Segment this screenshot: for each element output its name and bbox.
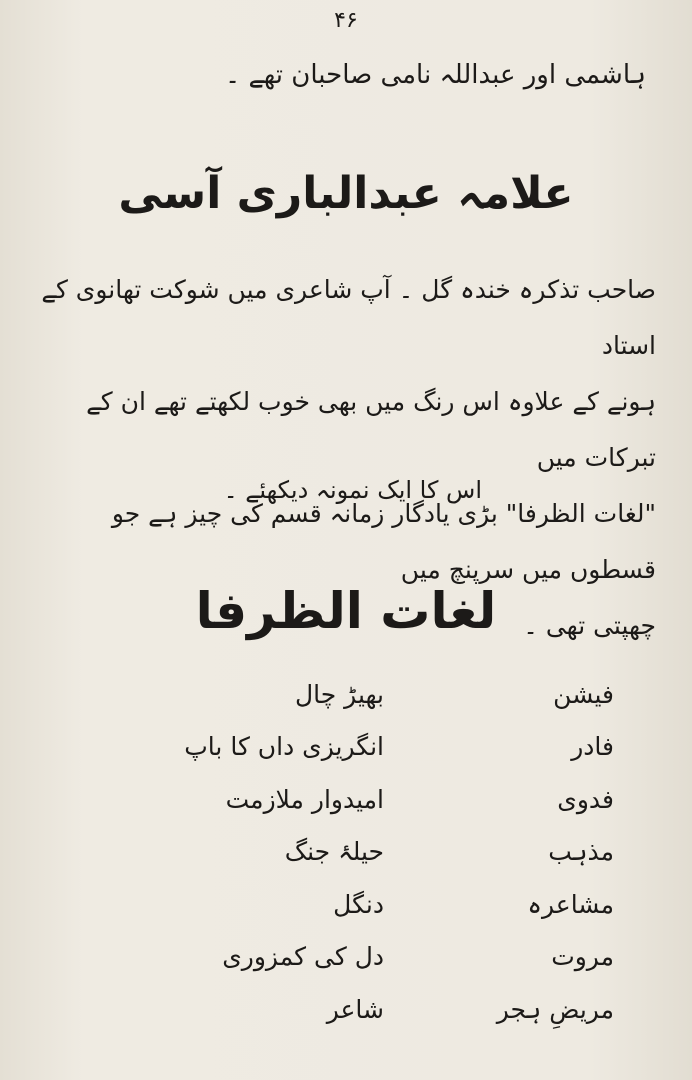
dictionary-entry: [94, 773, 614, 826]
dictionary-entry: [94, 826, 614, 879]
entry-term: مذہب: [548, 837, 614, 867]
section-title: علامہ عبدالباری آسی: [118, 168, 574, 219]
entry-term: فادر: [571, 732, 614, 762]
intro-line: اس کا ایک نمونہ دیکھئے ۔: [223, 476, 482, 504]
paragraph-line: ہونے کے علاوہ اس رنگ میں بھی خوب لکھتے تھے ان کے تبرکات میں: [86, 387, 656, 472]
dictionary-entry: [94, 983, 614, 1036]
continuation-line: ہاشمی اور عبداللہ نامی صاحبان تھے ۔: [225, 60, 646, 90]
paragraph-line: صاحب تذکرہ خندہ گل ۔ آپ شاعری میں شوکت تھانوی کے استاد: [41, 275, 656, 360]
entry-term: مریضِ ہجر: [496, 994, 614, 1024]
entry-term: مشاعرہ: [527, 889, 614, 919]
entry-term: فیشن: [553, 679, 614, 709]
dictionary-title: لغات الظرفا: [195, 582, 497, 640]
dictionary-entry: [94, 668, 614, 721]
entry-meaning: شاعر: [326, 994, 384, 1024]
paragraph-line: چھپتی تھی ۔: [523, 611, 656, 640]
entry-term: فدوی: [557, 784, 614, 814]
entry-meaning: دنگل: [333, 889, 384, 919]
entry-meaning: دل کی کمزوری: [222, 942, 384, 972]
dictionary-entry: [94, 721, 614, 774]
entry-meaning: حیلۂ جنگ: [284, 837, 384, 867]
entry-meaning: امیدوار ملازمت: [225, 784, 384, 814]
dictionary-entry: [94, 931, 614, 984]
entry-term: مروت: [551, 942, 614, 972]
entry-meaning: بھیڑ چال: [294, 679, 384, 709]
paragraph-line: "لغات الظرفا" بڑی یادگار زمانہ قسم کی چیز ہے جو قسطوں میں سرپنچ میں: [111, 499, 656, 584]
page-number: ۴۶: [334, 8, 358, 33]
dictionary-entry: [94, 878, 614, 931]
dictionary-entries: [94, 668, 614, 1036]
entry-meaning: انگریزی داں کا باپ: [184, 732, 384, 762]
